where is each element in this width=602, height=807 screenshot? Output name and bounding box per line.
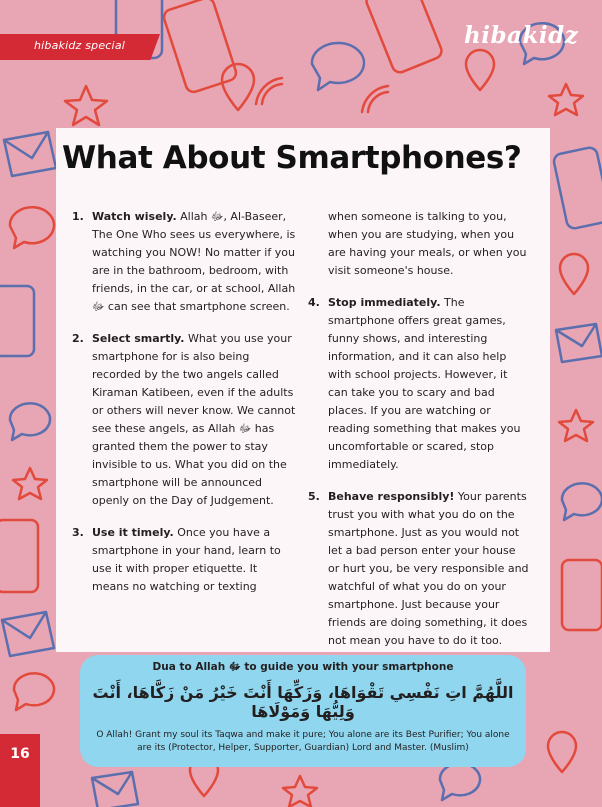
item-heading: Stop immediately. bbox=[328, 296, 441, 309]
envelope-doodle bbox=[556, 324, 602, 362]
location-pin-doodle bbox=[466, 50, 494, 90]
chat-bubble-doodle bbox=[10, 207, 54, 248]
dua-translation: O Allah! Grant my soul its Taqwa and make it pure; You alone are its Best Purifier; You alone are its (Protector, Helper, Supporter, Guardian) Lord and Master. (Muslim) bbox=[96, 730, 510, 753]
item-heading: Watch wisely. bbox=[92, 210, 177, 223]
item-text: The smartphone offers great games, funny shows, and interesting information, and it can also help with school projects. However, it can take you to scary and bad places. If you are watching or reading something that makes you uncomfortable or scared, stop immediately. bbox=[328, 296, 521, 471]
location-pin-doodle bbox=[222, 64, 254, 110]
chat-bubble-doodle bbox=[14, 673, 54, 710]
star-doodle bbox=[559, 410, 593, 441]
item-number: 1. bbox=[72, 210, 84, 223]
chat-bubble-doodle bbox=[312, 43, 364, 90]
left-column bbox=[72, 208, 296, 610]
page-number-tab bbox=[0, 734, 40, 807]
location-pin-doodle bbox=[560, 254, 588, 294]
envelope-doodle bbox=[2, 612, 54, 656]
phone-doodle bbox=[364, 0, 444, 75]
list-item bbox=[72, 208, 296, 316]
item-heading: Use it timely. bbox=[92, 526, 174, 539]
location-pin-doodle bbox=[548, 732, 576, 772]
envelope-doodle bbox=[92, 772, 138, 807]
star-doodle bbox=[65, 86, 107, 125]
dua-arabic-text: اللَّهُمَّ اتِ نَفْسِي تَقْوَاهَا، وَزَكِّهَا أَنْتَ خَيْرُ مَنْ زَكَّاهَا، أَنْتَ وَلِيُّهَا وَمَوْلَاهَا bbox=[92, 683, 514, 721]
item-number: 2. bbox=[72, 332, 84, 345]
phone-doodle bbox=[0, 286, 34, 356]
item-text: Once you have a smartphone in your hand, learn to use it with proper etiquette. It means no watching or texting bbox=[92, 526, 281, 593]
item-number: 3. bbox=[72, 526, 84, 539]
phone-doodle bbox=[0, 520, 38, 592]
chat-bubble-doodle bbox=[440, 763, 480, 800]
chat-bubble-doodle bbox=[10, 403, 50, 440]
list-item bbox=[72, 524, 296, 596]
phone-doodle bbox=[562, 560, 602, 630]
envelope-doodle bbox=[4, 132, 56, 176]
article-title: What About Smartphones? bbox=[62, 140, 522, 176]
list-item bbox=[72, 330, 296, 510]
item-number: 4. bbox=[308, 296, 320, 309]
brand-logo: hibakidz bbox=[464, 22, 579, 49]
item-continuation: when someone is talking to you, when you are studying, when you are having your meals, or when you visit someone's house. bbox=[328, 210, 527, 277]
item-heading: Select smartly. bbox=[92, 332, 185, 345]
item-number: 5. bbox=[308, 490, 320, 503]
page-number: 16 bbox=[10, 746, 30, 762]
item-text: What you use your smartphone for is also being recorded by the two angels called Kiraman Katibeen, even if the adults or others will never know. We cannot see these angels, as Allah ﷻ has granted them the power to stay invisible to us. What you did on the smartphone will be announced openly on the Day of Judgement. bbox=[92, 332, 296, 507]
list-item bbox=[308, 294, 530, 474]
phone-doodle bbox=[553, 146, 602, 229]
dua-title: Dua to Allah ﷻ to guide you with your smartphone bbox=[152, 661, 454, 673]
section-label: hibakidz special bbox=[34, 39, 126, 52]
star-doodle bbox=[549, 84, 583, 115]
wifi-doodle bbox=[362, 86, 388, 112]
wifi-doodle bbox=[256, 78, 282, 104]
star-doodle bbox=[283, 776, 317, 807]
star-doodle bbox=[13, 468, 47, 499]
phone-doodle bbox=[162, 0, 238, 94]
item-heading: Behave responsibly! bbox=[328, 490, 455, 503]
list-item bbox=[308, 488, 530, 650]
item-text: Your parents trust you with what you do on the smartphone. Just as you would not let a bad person enter your house or hurt you, be very responsible and watchful of what you do on your smartphone. Just because your friends are doing something, it does not mean you have to do it too. bbox=[328, 490, 529, 647]
right-column bbox=[308, 208, 530, 664]
chat-bubble-doodle bbox=[562, 483, 602, 520]
item-text: Allah ﷻ, Al-Baseer, The One Who sees us everywhere, is watching you NOW! No matter if you are in the bathroom, bedroom, with friends, in the car, or at school, Allah ﷻ can see that smartphone screen. bbox=[92, 210, 296, 313]
